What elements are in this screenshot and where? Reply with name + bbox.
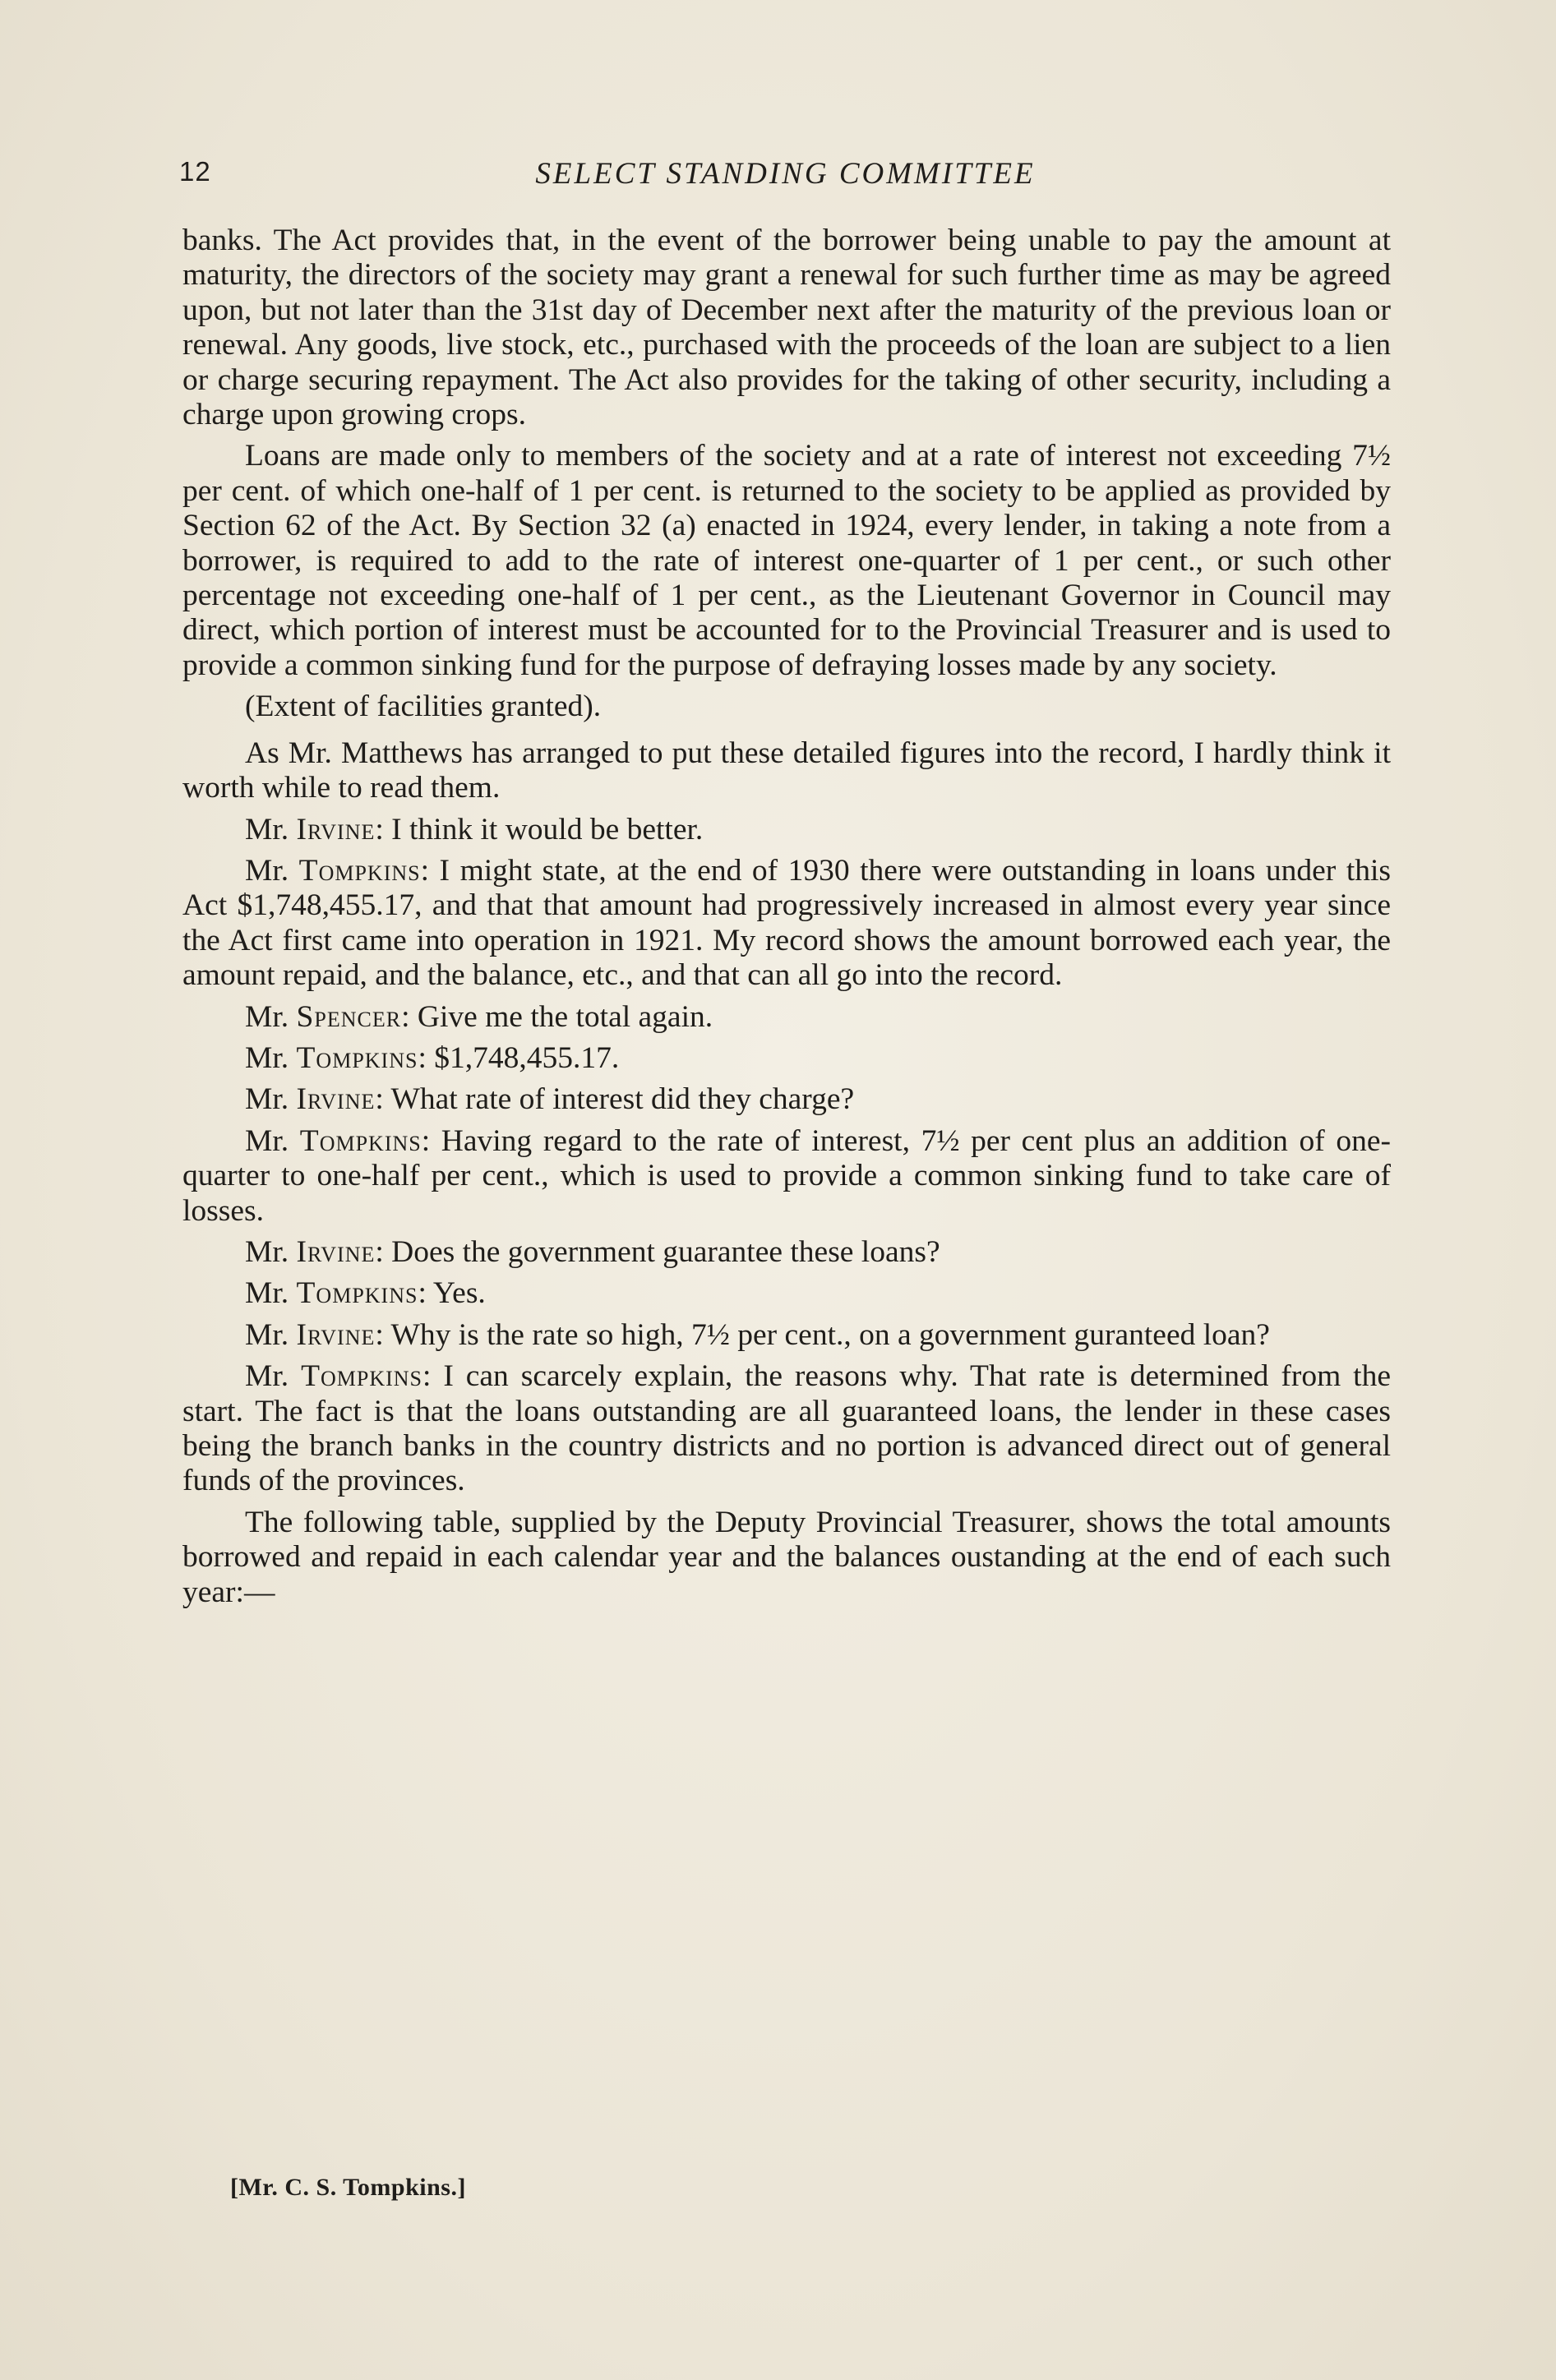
running-title: SELECT STANDING COMMITTEE	[535, 157, 1036, 191]
speaker-prefix: Mr.	[245, 1317, 297, 1352]
dialogue-line	[182, 1318, 1391, 1353]
dialogue-line	[182, 813, 1391, 847]
speech-text: : I can scarcely explain, the reasons why. That rate is determined from the start. The fact is that the loans outstanding are all guaranteed loans, the lender in these cases being the branch banks in the country districts and no portion is advanced direct out of general funds of the provinces.	[182, 1359, 1391, 1498]
dialogue-line	[182, 1082, 1391, 1117]
speech-text: : I think it would be better.	[375, 812, 704, 846]
speaker-name: Irvine	[296, 1234, 376, 1269]
page-number: 12	[179, 156, 211, 187]
speaker-name: Irvine	[296, 812, 376, 846]
speaker-prefix: Mr.	[245, 999, 297, 1034]
speech-text: : Give me the total again.	[401, 999, 713, 1034]
speaker-prefix: Mr.	[245, 853, 299, 888]
footer-speaker-note: [Mr. C. S. Tompkins.]	[230, 2174, 466, 2201]
speaker-name: Spencer	[296, 999, 402, 1034]
speech-text: : Does the government guarantee these loans?	[375, 1234, 940, 1269]
dialogue-line	[182, 1359, 1391, 1499]
dialogue-line	[182, 1235, 1391, 1270]
dialogue-line	[182, 1041, 1391, 1076]
speech-text: : Having regard to the rate of interest, 7½ per cent plus an addition of one-quarter to one-half per cent., which is used to provide a common sinking fund to take care of losses.	[182, 1123, 1391, 1228]
speaker-name: Irvine	[296, 1082, 376, 1117]
speaker-name: Tompkins	[301, 1359, 422, 1394]
speaker-prefix: Mr.	[245, 1040, 297, 1075]
speaker-name: Tompkins	[296, 1276, 418, 1311]
paragraph-table-intro: The following table, supplied by the Deputy Provincial Treasurer, shows the total amounts borrowed and repaid in each calendar year and the balances oustanding at the end of each such year:—	[182, 1505, 1391, 1609]
speaker-prefix: Mr.	[245, 812, 297, 846]
paragraph-matthews: As Mr. Matthews has arranged to put these detailed figures into the record, I hardly think it worth while to read them.	[182, 736, 1391, 805]
speaker-name: Tompkins	[296, 1040, 418, 1075]
speech-text: : Why is the rate so high, 7½ per cent., on a government guranteed loan?	[375, 1317, 1270, 1352]
speaker-prefix: Mr.	[245, 1359, 302, 1394]
body-text	[182, 224, 1391, 1617]
speech-text: : $1,748,455.17.	[418, 1040, 620, 1075]
speech-text: : I might state, at the end of 1930 there were outstanding in loans under this Act $1,748,455.17, and that that amount had progressively increased in almost every year since the Act first came into operation in 1921. My record shows the amount borrowed each year, the amount repaid, and the balance, etc., and that can all go into the record.	[182, 853, 1391, 993]
speaker-name: Tompkins	[298, 853, 421, 888]
dialogue-line	[182, 854, 1391, 994]
speaker-name: Tompkins	[299, 1123, 422, 1158]
paragraph-extent-note: (Extent of facilities granted).	[245, 690, 602, 724]
dialogue-line	[182, 1000, 1391, 1035]
speaker-prefix: Mr.	[245, 1276, 297, 1311]
dialogue-line	[182, 1276, 1391, 1311]
speech-text: : Yes.	[418, 1276, 486, 1311]
speaker-prefix: Mr.	[245, 1082, 297, 1117]
paragraph-continuation: banks. The Act provides that, in the event of the borrower being unable to pay the amount at maturity, the directors of the society may grant a renewal for such further time as may be agreed upon, but not later than the 31st day of December next after the maturity of the previous loan or renewal. Any goods, live stock, etc., purchased with the proceeds of the loan are subject to a lien or charge securing repayment. The Act also provides for the taking of other security, including a charge upon growing crops.	[182, 224, 1391, 432]
speaker-prefix: Mr.	[245, 1123, 300, 1158]
speaker-name: Irvine	[296, 1317, 376, 1352]
dialogue-line	[182, 1124, 1391, 1229]
speech-text: : What rate of interest did they charge?	[375, 1082, 855, 1117]
paragraph-loans: Loans are made only to members of the society and at a rate of interest not exceeding 7½ per cent. of which one-half of 1 per cent. is returned to the society to be applied as provided by Section 62 of the Act. By Section 32 (a) enacted in 1924, every lender, in taking a note from a borrower, is required to add to the rate of interest one-quarter of 1 per cent., or such other percentage not exceeding one-half of 1 per cent., as the Lieutenant Governor in Council may direct, which portion of interest must be accounted for to the Provincial Treasurer and is used to provide a common sinking fund for the purpose of defraying losses made by any society.	[182, 439, 1391, 682]
speaker-prefix: Mr.	[245, 1234, 297, 1269]
page-header	[179, 156, 1392, 197]
